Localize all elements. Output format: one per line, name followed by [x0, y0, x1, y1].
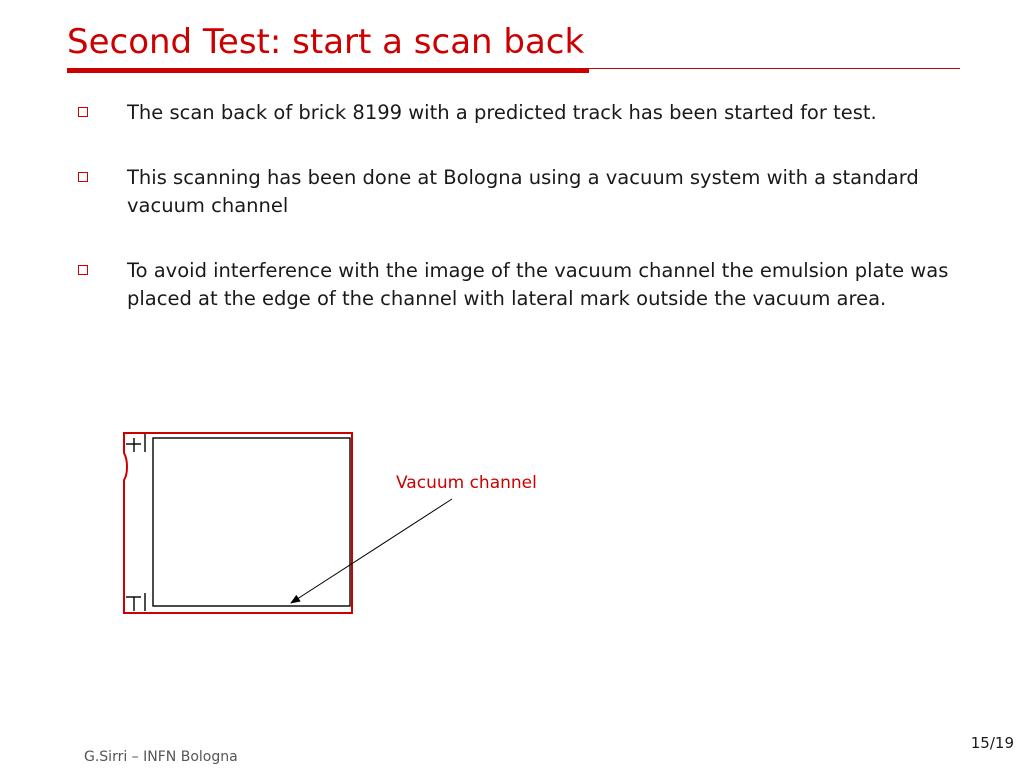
square-bullet-icon [78, 172, 88, 182]
title-underline-thick [67, 68, 589, 73]
bullet-text: To avoid interference with the image of the vacuum channel the emulsion plate was placed at the edge of the channel with lateral mark outside the vacuum area. [127, 259, 949, 310]
vacuum-channel-label: Vacuum channel [396, 473, 537, 493]
slide-title: Second Test: start a scan back [67, 22, 585, 62]
bullet-item [76, 99, 966, 127]
square-bullet-icon [78, 107, 88, 117]
page-number: 15/19 [970, 734, 1014, 752]
bullet-list [76, 99, 966, 350]
square-bullet-icon [78, 265, 88, 275]
bullet-text: This scanning has been done at Bologna using a vacuum system with a standard vacuum channel [127, 166, 919, 217]
vacuum-channel-outline [124, 433, 352, 613]
footer-author: G.Sirri – INFN Bologna [84, 749, 238, 765]
emulsion-plate [153, 438, 350, 606]
lateral-mark-bottom [126, 593, 145, 611]
bullet-item [76, 257, 966, 313]
bullet-item [76, 164, 966, 220]
lateral-mark-top [126, 434, 145, 452]
bullet-text: The scan back of brick 8199 with a predicted track has been started for test. [127, 101, 877, 124]
pointer-arrow [291, 499, 452, 603]
